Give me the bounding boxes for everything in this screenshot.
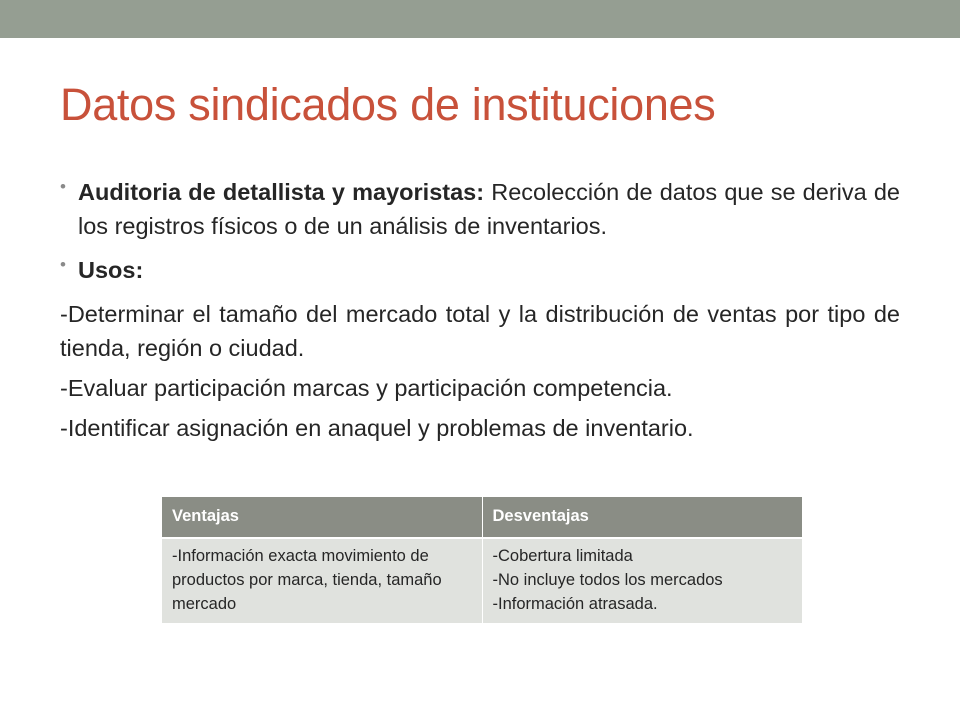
desventajas-line-cobertura: -Cobertura limitada [492, 546, 633, 565]
desventajas-line-mercados: -No incluye todos los mercados [492, 570, 723, 589]
desventajas-line-atrasada: -Información atrasada. [492, 594, 658, 613]
header-ventajas: Ventajas [162, 497, 482, 538]
ventajas-line: -Información exacta movimiento de productos por marca, tienda, tamaño mercado [172, 546, 442, 613]
bullet-usos-term: Usos: [78, 257, 144, 284]
table-row [162, 538, 802, 623]
table-header-row [162, 497, 802, 538]
comparison-table [162, 497, 802, 623]
bullet-usos [60, 253, 900, 287]
slide-body [60, 175, 900, 451]
header-desventajas: Desventajas [482, 497, 802, 538]
paragraph-identificar: -Identificar asignación en anaquel y problemas de inventario. [60, 415, 694, 442]
paragraph-determinar: -Determinar el tamaño del mercado total y la distribución de ventas por tipo de tienda, región o ciudad. [60, 301, 900, 362]
paragraph-evaluar: -Evaluar participación marcas y participación competencia. [60, 375, 673, 402]
cell-desventajas [482, 538, 802, 623]
slide-title: Datos sindicados de instituciones [60, 79, 716, 130]
top-accent-bar [0, 0, 960, 38]
bullet-auditoria [60, 175, 900, 243]
ventajas-desventajas-table [162, 497, 802, 623]
cell-ventajas [162, 538, 482, 623]
bullet-auditoria-text: Recolección de datos que se deriva de los registros físicos o de un análisis de inventarios. [78, 179, 900, 240]
bullet-auditoria-term: Auditoria de detallista y mayoristas: [78, 179, 485, 205]
